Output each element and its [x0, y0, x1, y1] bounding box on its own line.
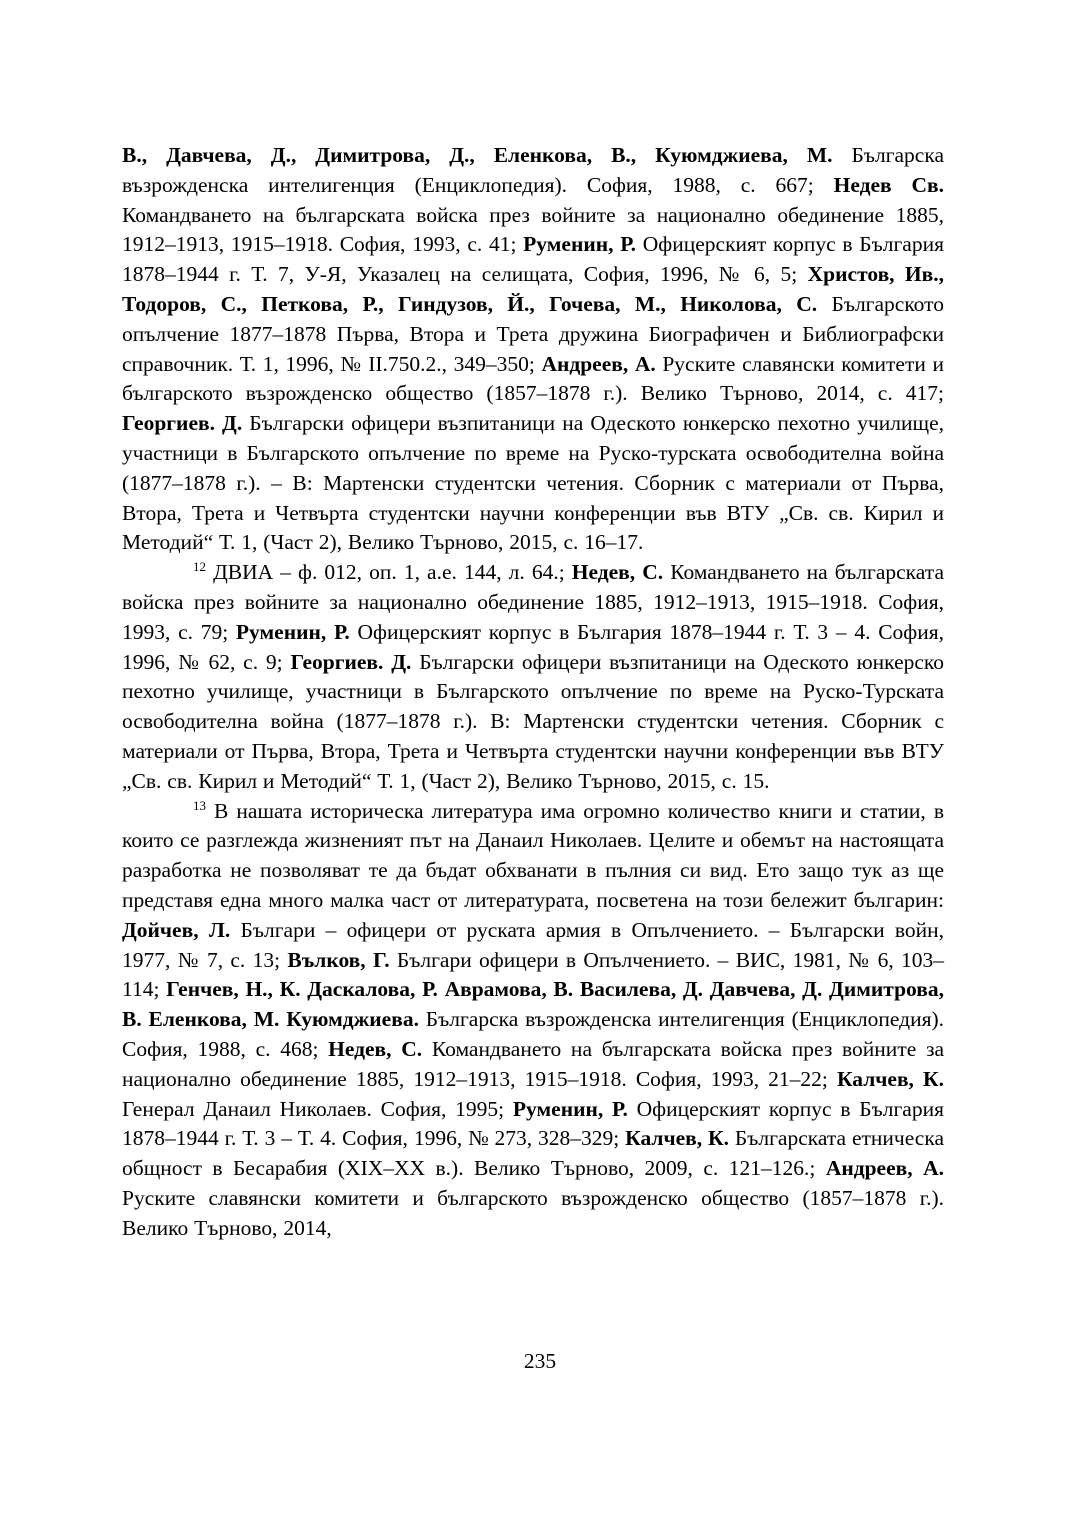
- text-run: Офицерският корпус в България 1878–1944 г. Т. 7, У-Я, Указалец на селищата, София, 1996, № 6, 5;: [122, 232, 944, 287]
- text-run: Българска възрожденска интелигенция (Енциклопедия). София, 1988, с. 667;: [122, 143, 944, 197]
- author-name: Недев, С.: [571, 560, 664, 585]
- text-run: Командването на българската войска през войните за национално обединение 1885, 1912–1913, 1915–1918. София, 1993, с. 79;: [122, 560, 944, 644]
- footnote-13: [122, 797, 944, 1244]
- text-run: Българската етническа общност в Бесарабия (XIX–XX в.). Велико Търново, 2009, с. 121–126.;: [122, 1126, 944, 1181]
- author-name: Калчев, К.: [836, 1066, 944, 1091]
- text-run: Българи – офицери от руската армия в Опълчението. – Български войн, 1977, № 7, с. 13;: [122, 917, 944, 972]
- author-name: Андреев, А.: [825, 1156, 944, 1181]
- text-run: Български офицери възпитаници на Одеското юнкерско пехотно училище, участници в Българското опълчение по време на Руско-Турската освободителна война (1877–1878 г.). В: Мартенски студентски четения. Сборник с материали от Първа, Втора, Трета и Четвърта студентски научни конференции във ВТУ „Св. св. Кирил и Методий“ Т. 1, (Част 2), Велико Търново, 2015, с. 15.: [122, 649, 945, 793]
- author-name: Христов, Ив., Тодоров, С., Петкова, Р., Гиндузов, Й., Гочева, М., Николова, С.: [122, 262, 945, 316]
- footnote-number: 13: [193, 797, 206, 813]
- author-name: Георгиев. Д.: [290, 649, 412, 674]
- text-run: Българска възрожденска интелигенция (Енциклопедия). София, 1988, с. 468;: [122, 1007, 944, 1061]
- author-name: Дойчев, Л.: [122, 917, 231, 942]
- page-number: 235: [523, 1349, 557, 1373]
- author-name: Андреев, А.: [541, 351, 656, 376]
- footnote-12: [122, 558, 944, 796]
- text-run: Командването на българската войска през войните за национално обединение 1885, 1912–1913, 1915–1918. София, 1993, 21–22;: [122, 1036, 944, 1091]
- footnote-number: 12: [193, 559, 206, 574]
- author-name: Руменин, Р.: [512, 1096, 628, 1121]
- author-name: Руменин, Р.: [235, 619, 350, 644]
- text-run: Български офицери възпитаници на Одеското юнкерско пехотно училище, участници в Българското опълчение по време на Руско-турската освободителна война (1877–1878 г.). – В: Мартенски студентски четения. Сборник с материали от Първа, Втора, Трета и Четвърта студентски научни конференции във ВТУ „Св. св. Кирил и Методий“ Т. 1, (Част 2), Велико Търново, 2015, с. 16–17.: [122, 411, 944, 555]
- text-block: [122, 141, 944, 1243]
- author-name: Вълков, Г.: [287, 947, 390, 972]
- author-name: Калчев, К.: [625, 1126, 729, 1151]
- text-run: Командването на българската войска през войните за национално обединение 1885, 1912–1913, 1915–1918. София, 1993, с. 41;: [122, 202, 944, 257]
- text-run: В нашата историческа литература има огромно количество книги и статии, в които се разглежда жизненият път на Данаил Николаев. Целите и обемът на настоящата разработка не позволяват те да бъдат обхванати в пълния си вид. Ето защо тук аз ще представя една много малка част от литературата, посветена на този бележит българин:: [122, 798, 944, 912]
- author-name: Недев, С.: [328, 1036, 423, 1061]
- text-run: Офицерският корпус в България 1878–1944 г. Т. 3 – 4. София, 1996, № 62, с. 9;: [122, 619, 944, 674]
- text-run: Българи офицери в Опълчението. – ВИС, 1981, № 6, 103–114;: [122, 947, 945, 1002]
- footnote-11-continuation: [122, 141, 944, 558]
- text-run: Руските славянски комитети и българското възрожденско общество (1857–1878 г.). Велико Търново, 2014,: [122, 1185, 944, 1240]
- text-run: Офицерският корпус в България 1878–1944 г. Т. 3 – Т. 4. София, 1996, № 273, 328–329;: [122, 1096, 944, 1151]
- author-name: Недев Св.: [833, 172, 944, 197]
- author-name: Георгиев. Д.: [122, 411, 243, 436]
- author-name: Руменин, Р.: [523, 232, 637, 257]
- author-name: В., Давчева, Д., Димитрова, Д., Еленкова, В., Куюмджиева, М.: [122, 143, 833, 167]
- author-name: Генчев, Н., К. Даскалова, Р. Аврамова, В. Василева, Д. Давчева, Д. Димитрова, В. Еленкова, М. Куюмджиева.: [122, 977, 944, 1032]
- text-run: Руските славянски комитети и българското възрожденско общество (1857–1878 г.). Велико Търново, 2014, с. 417;: [122, 351, 944, 406]
- text-run: Генерал Данаил Николаев. София, 1995;: [122, 1096, 513, 1121]
- text-run: Българското опълчение 1877–1878 Първа, Втора и Трета дружина Биографичен и Библиографски справочник. Т. 1, 1996, № II.750.2., 349–350;: [122, 291, 945, 376]
- text-run: ДВИА – ф. 012, оп. 1, а.е. 144, л. 64.;: [206, 560, 572, 585]
